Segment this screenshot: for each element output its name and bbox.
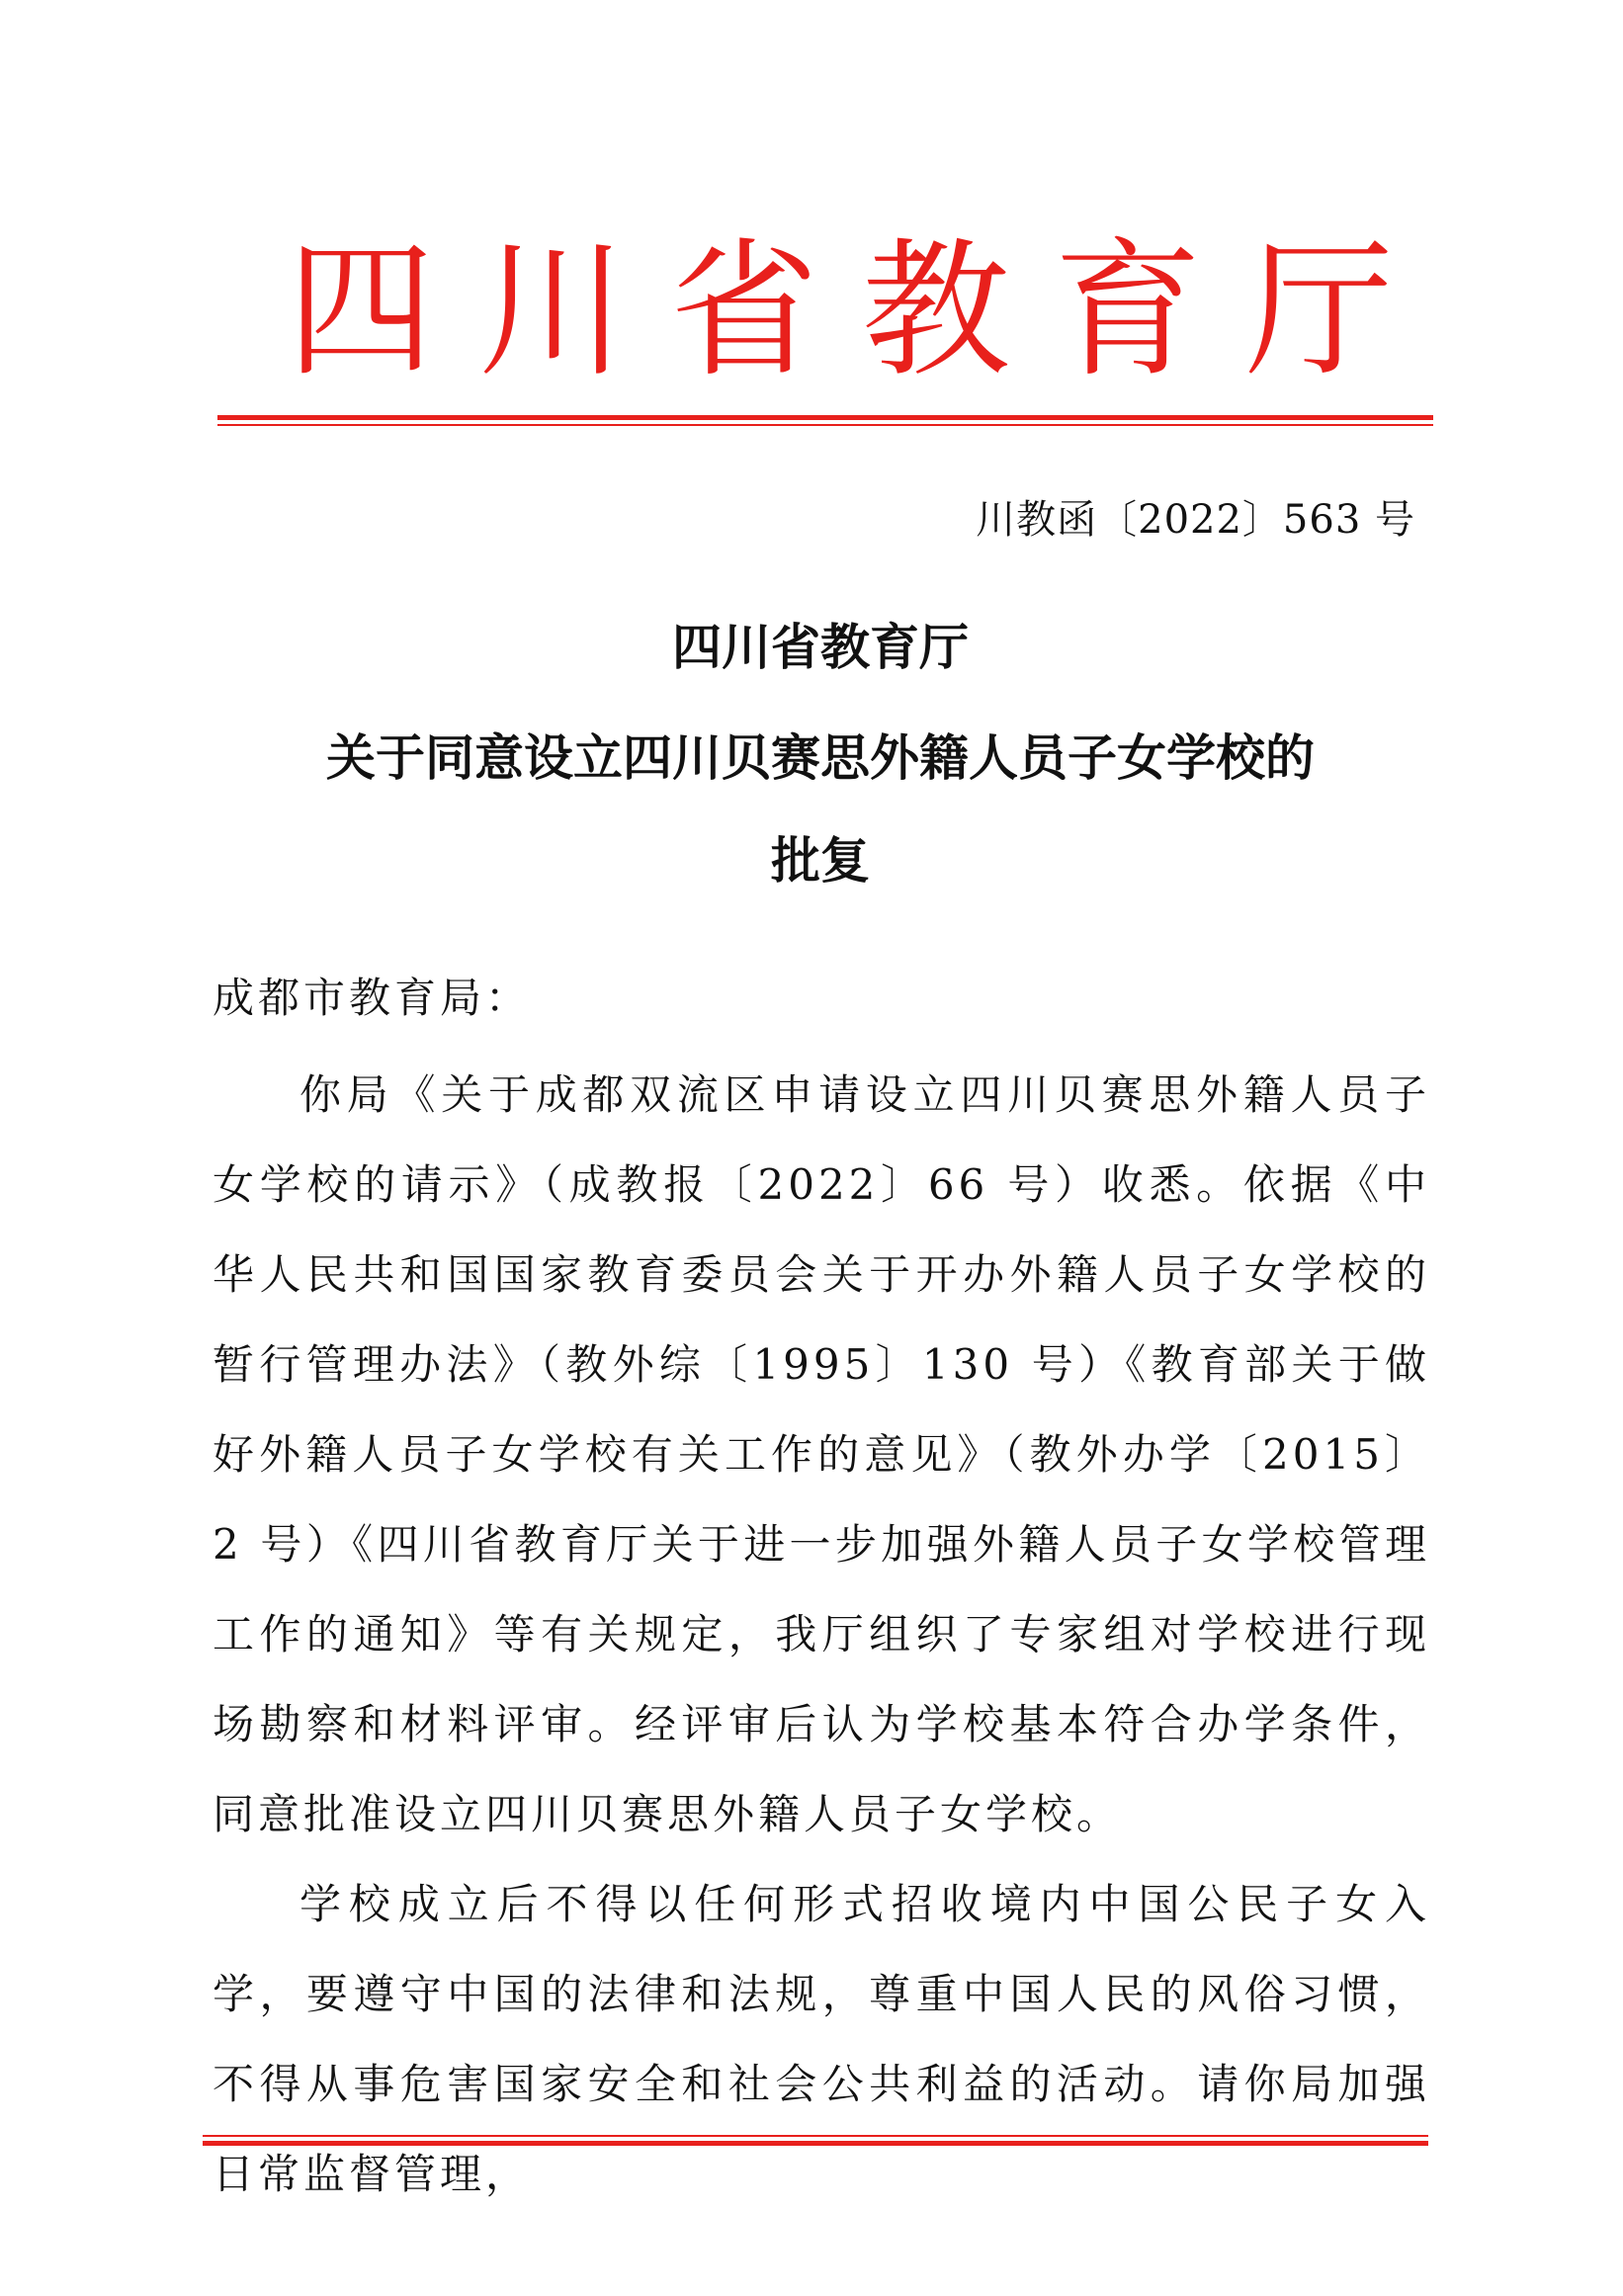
document-body	[213, 1050, 1430, 2219]
salutation: 成都市教育局：	[213, 974, 532, 1022]
document-number: 川教函〔2022〕563 号	[976, 497, 1415, 543]
title-line-3: 批复	[771, 831, 870, 890]
header-char-3: 省	[669, 225, 818, 397]
title-line-1: 四川省教育厅	[672, 618, 969, 676]
body-paragraph-1: 你局《关于成都双流区申请设立四川贝赛思外籍人员子女学校的请示》（成教报〔2022〕66 号）收悉。依据《中华人民共和国国家教育委员会关于开办外籍人员子女学校的暂行管理办法》（教外综〔1995〕130 号）《教育部关于做好外籍人员子女学校有关工作的意见》（教外办学〔2015〕2 号）《四川省教育厅关于进一步加强外籍人员子女学校管理工作的通知》等有关规定，我厅组织了专家组对学校进行现场勘察和材料评审。经评审后认为学校基本符合办学条件，同意批准设立四川贝赛思外籍人员子女学校。	[213, 1070, 1430, 1838]
footer-rule-thick	[203, 2141, 1428, 2146]
header-rule-thick	[217, 415, 1433, 420]
header-char-5: 育	[1053, 225, 1202, 397]
issuing-authority-header	[287, 225, 1394, 397]
header-char-4: 教	[861, 225, 1010, 397]
header-char-1: 四	[287, 225, 436, 397]
header-char-6: 厅	[1244, 225, 1394, 397]
title-line-2: 关于同意设立四川贝赛思外籍人员子女学校的	[326, 728, 1315, 787]
footer-red-rule	[203, 2135, 1428, 2146]
footer-rule-thin	[203, 2135, 1428, 2137]
header-char-2: 川	[477, 225, 627, 397]
header-red-rule	[217, 415, 1433, 426]
body-paragraph-2: 学校成立后不得以任何形式招收境内中国公民子女入学，要遵守中国的法律和法规，尊重中国人民的风俗习惯，不得从事危害国家安全和社会公共利益的活动。请你局加强日常监督管理，	[213, 1880, 1430, 2198]
header-rule-thin	[217, 424, 1433, 426]
